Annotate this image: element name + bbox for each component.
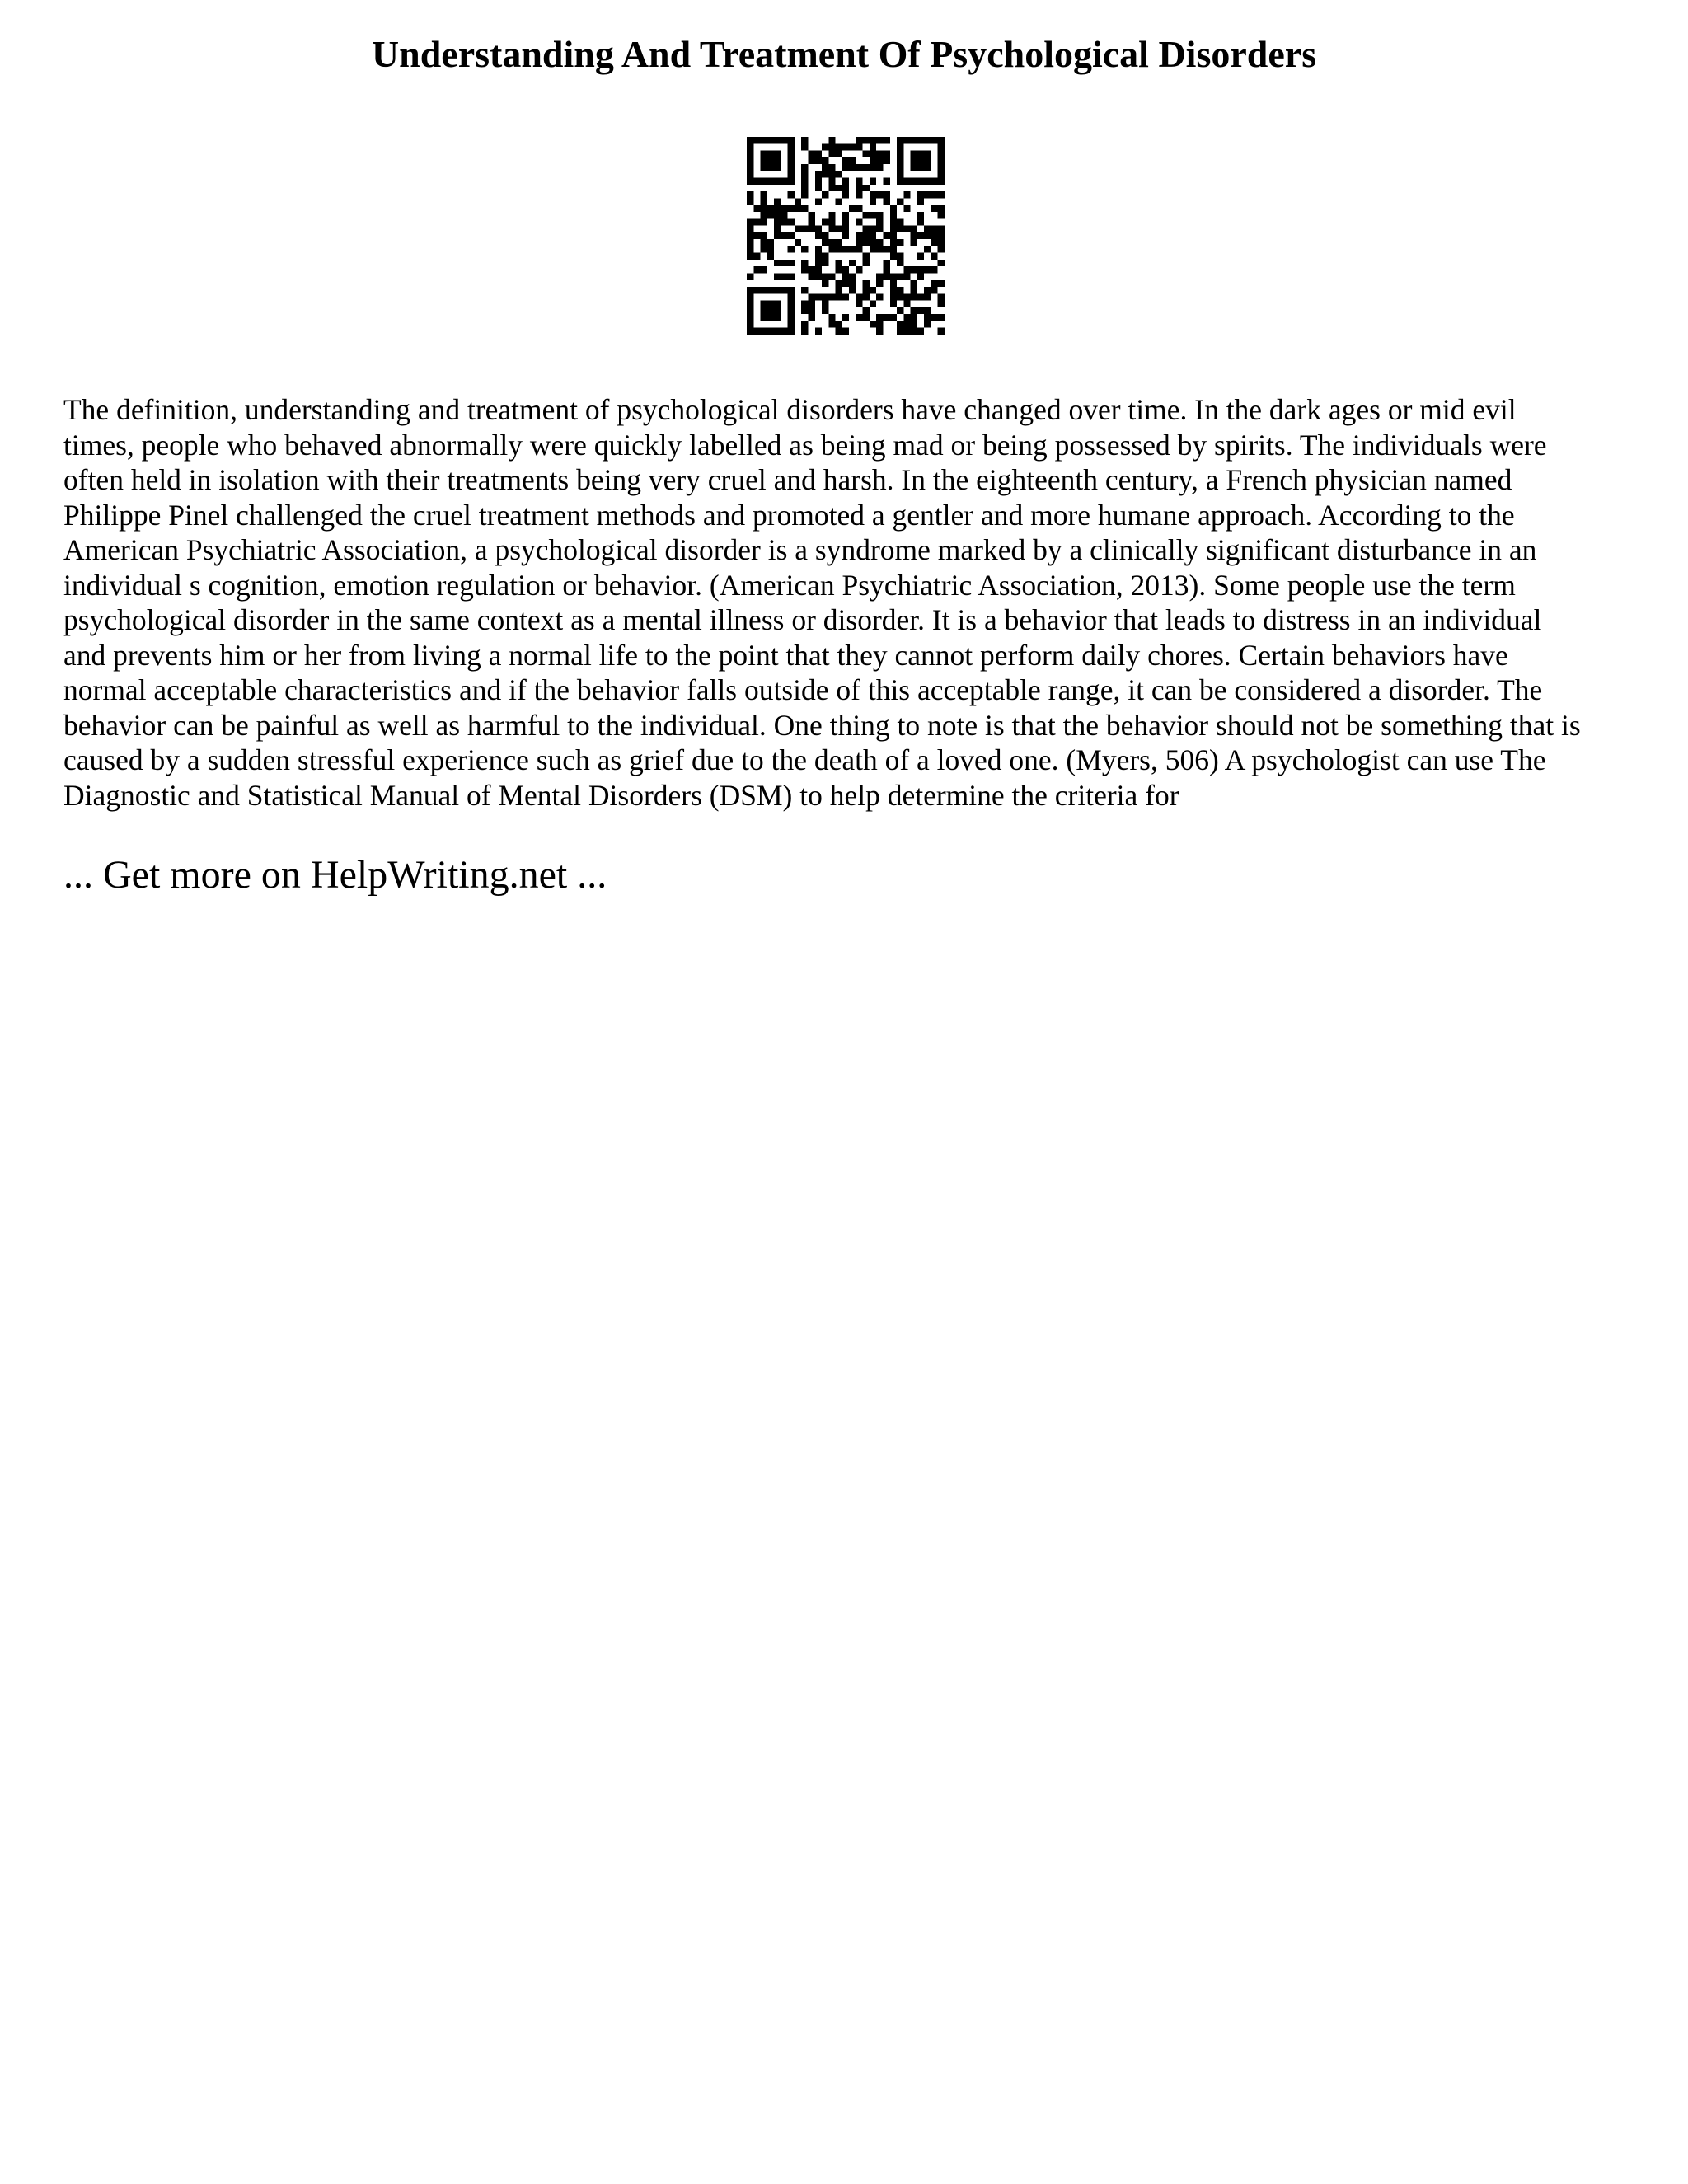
get-more-link[interactable]: ... Get more on HelpWriting.net ...: [63, 853, 607, 897]
body-line: individual s cognition, emotion regulation or behavior. (American Psychiatric Association, 2013). Some people use the term: [63, 568, 1516, 602]
body-line: times, people who behaved abnormally were quickly labelled as being mad or being possessed by spirits. The individuals were: [63, 428, 1547, 462]
body-line: American Psychiatric Association, a psychological disorder is a syndrome marked by a clinically significant disturbance in an: [63, 533, 1537, 566]
qr-code-icon: [747, 137, 945, 335]
body-line: often held in isolation with their treatments being very cruel and harsh. In the eighteenth century, a French physician named: [63, 463, 1512, 496]
body-line: The definition, understanding and treatment of psychological disorders have changed over time. In the dark ages or mid evil: [63, 393, 1517, 426]
body-line: Philippe Pinel challenged the cruel treatment methods and promoted a gentler and more humane approach. According to the: [63, 498, 1515, 532]
qr-code-graphic: [747, 137, 945, 335]
body-line: behavior can be painful as well as harmful to the individual. One thing to note is that the behavior should not be something that is: [63, 708, 1581, 742]
document-title: Understanding And Treatment Of Psychological Disorders: [371, 33, 1317, 75]
body-line: and prevents him or her from living a normal life to the point that they cannot perform daily chores. Certain behaviors have: [63, 638, 1508, 672]
body-line: psychological disorder in the same context as a mental illness or disorder. It is a behavior that leads to distress in an individual: [63, 603, 1542, 636]
body-line: normal acceptable characteristics and if the behavior falls outside of this acceptable range, it can be considered a disorder. The: [63, 673, 1543, 706]
body-line: caused by a sudden stressful experience such as grief due to the death of a loved one. (Myers, 506) A psychologist can use The: [63, 743, 1546, 776]
body-paragraph: [63, 392, 1629, 813]
body-line: Diagnostic and Statistical Manual of Mental Disorders (DSM) to help determine the criteria for: [63, 778, 1179, 812]
